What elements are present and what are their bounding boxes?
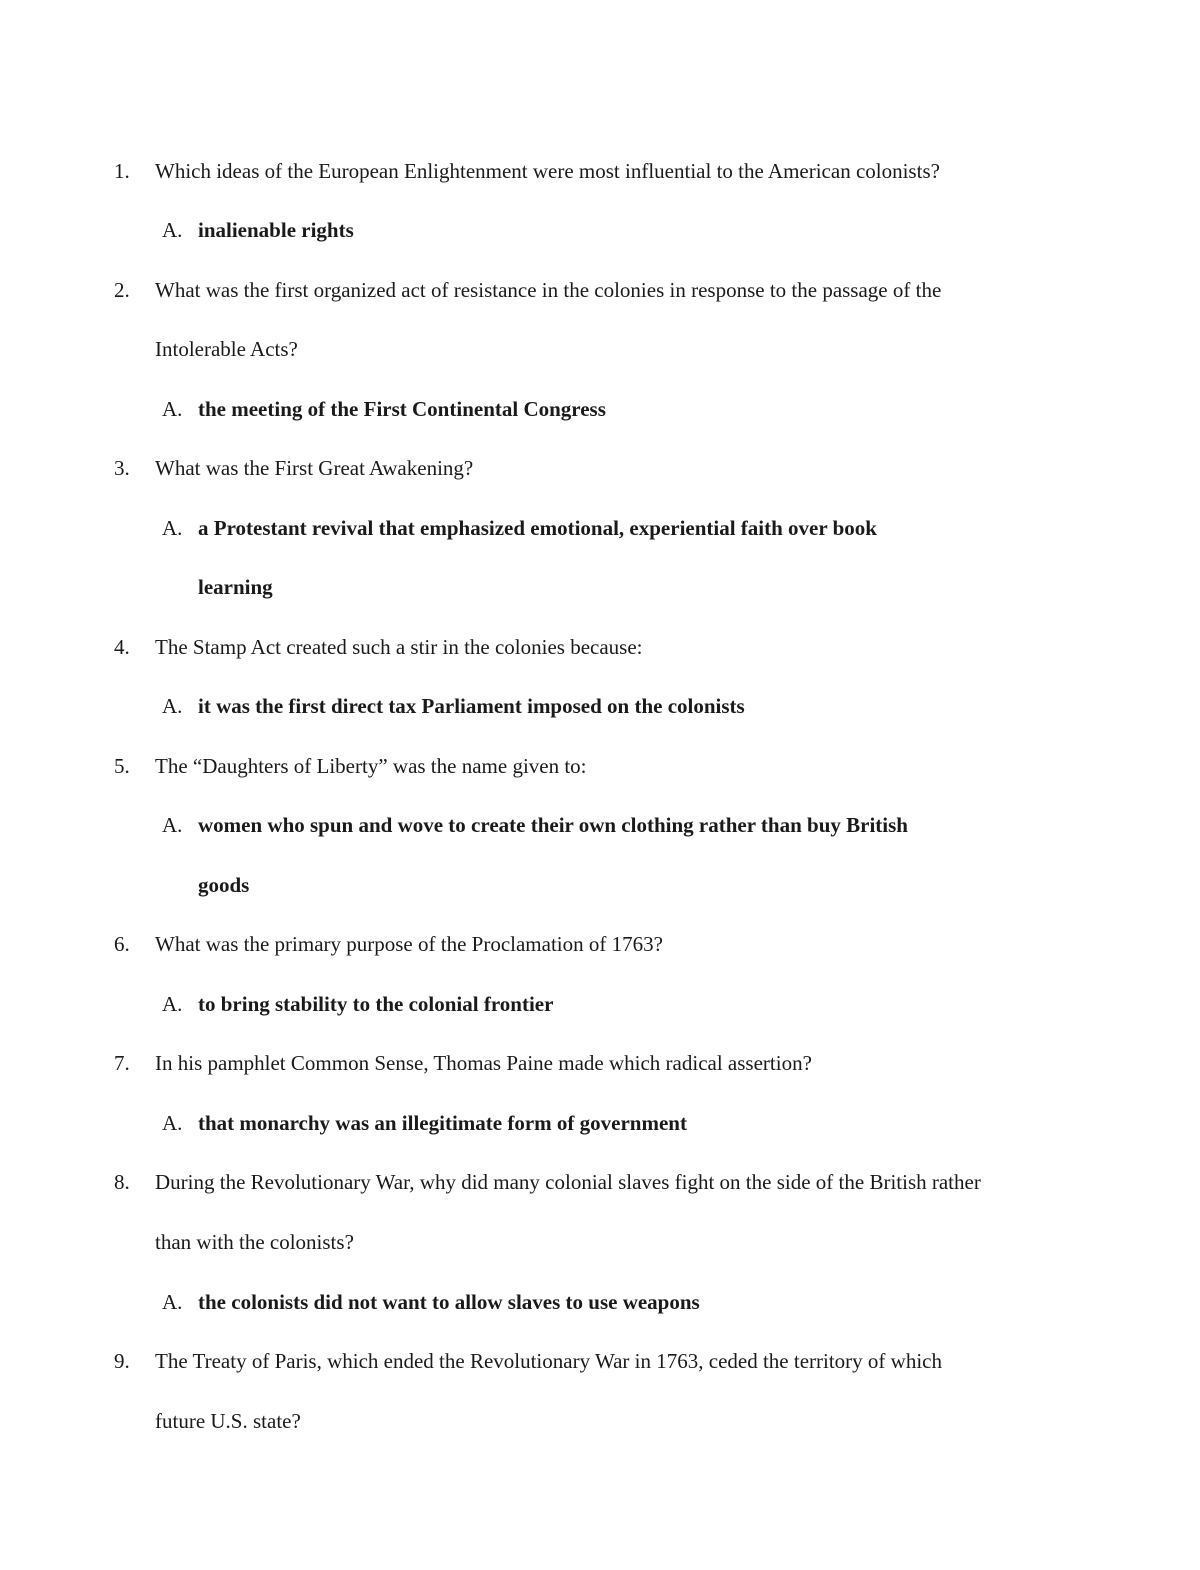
question-number: 7. (114, 1051, 130, 1075)
answer-letter: A. (162, 397, 183, 421)
question-number: 1. (114, 159, 130, 183)
question-text: than with the colonists? (155, 1230, 354, 1254)
answer-text: a Protestant revival that emphasized emotional, experiential faith over book (198, 516, 877, 540)
answer-letter: A. (162, 813, 183, 837)
question-text: Intolerable Acts? (155, 337, 298, 361)
question-text: What was the primary purpose of the Proclamation of 1763? (155, 932, 663, 956)
answer-letter: A. (162, 694, 183, 718)
question-text: What was the first organized act of resistance in the colonies in response to the passage of the (155, 278, 942, 302)
question-text: future U.S. state? (155, 1409, 301, 1433)
question-number: 6. (114, 932, 130, 956)
answer-text: learning (198, 575, 273, 599)
question-text: What was the First Great Awakening? (155, 456, 474, 480)
question-text: During the Revolutionary War, why did many colonial slaves fight on the side of the British rather (155, 1170, 981, 1194)
answer-letter: A. (162, 218, 183, 242)
answer-letter: A. (162, 992, 183, 1016)
answer-letter: A. (162, 1290, 183, 1314)
answer-text: that monarchy was an illegitimate form of government (198, 1111, 687, 1135)
question-number: 8. (114, 1170, 130, 1194)
question-number: 5. (114, 754, 130, 778)
question-text: The “Daughters of Liberty” was the name given to: (155, 754, 587, 778)
question-text: The Treaty of Paris, which ended the Revolutionary War in 1763, ceded the territory of which (155, 1349, 942, 1373)
answer-text: goods (198, 873, 250, 897)
answer-text: to bring stability to the colonial frontier (198, 992, 554, 1016)
question-number: 3. (114, 456, 130, 480)
question-number: 4. (114, 635, 130, 659)
answer-text: the colonists did not want to allow slaves to use weapons (198, 1290, 700, 1314)
answer-letter: A. (162, 1111, 183, 1135)
answer-text: it was the first direct tax Parliament imposed on the colonists (198, 694, 745, 718)
question-text: The Stamp Act created such a stir in the colonies because: (155, 635, 643, 659)
answer-text: women who spun and wove to create their own clothing rather than buy British (198, 813, 908, 837)
question-text: Which ideas of the European Enlightenment were most influential to the American colonists? (155, 159, 940, 183)
answer-letter: A. (162, 516, 183, 540)
question-number: 2. (114, 278, 130, 302)
question-text: In his pamphlet Common Sense, Thomas Paine made which radical assertion? (155, 1051, 812, 1075)
answer-text: the meeting of the First Continental Congress (198, 397, 606, 421)
answer-text: inalienable rights (198, 218, 354, 242)
question-number: 9. (114, 1349, 130, 1373)
